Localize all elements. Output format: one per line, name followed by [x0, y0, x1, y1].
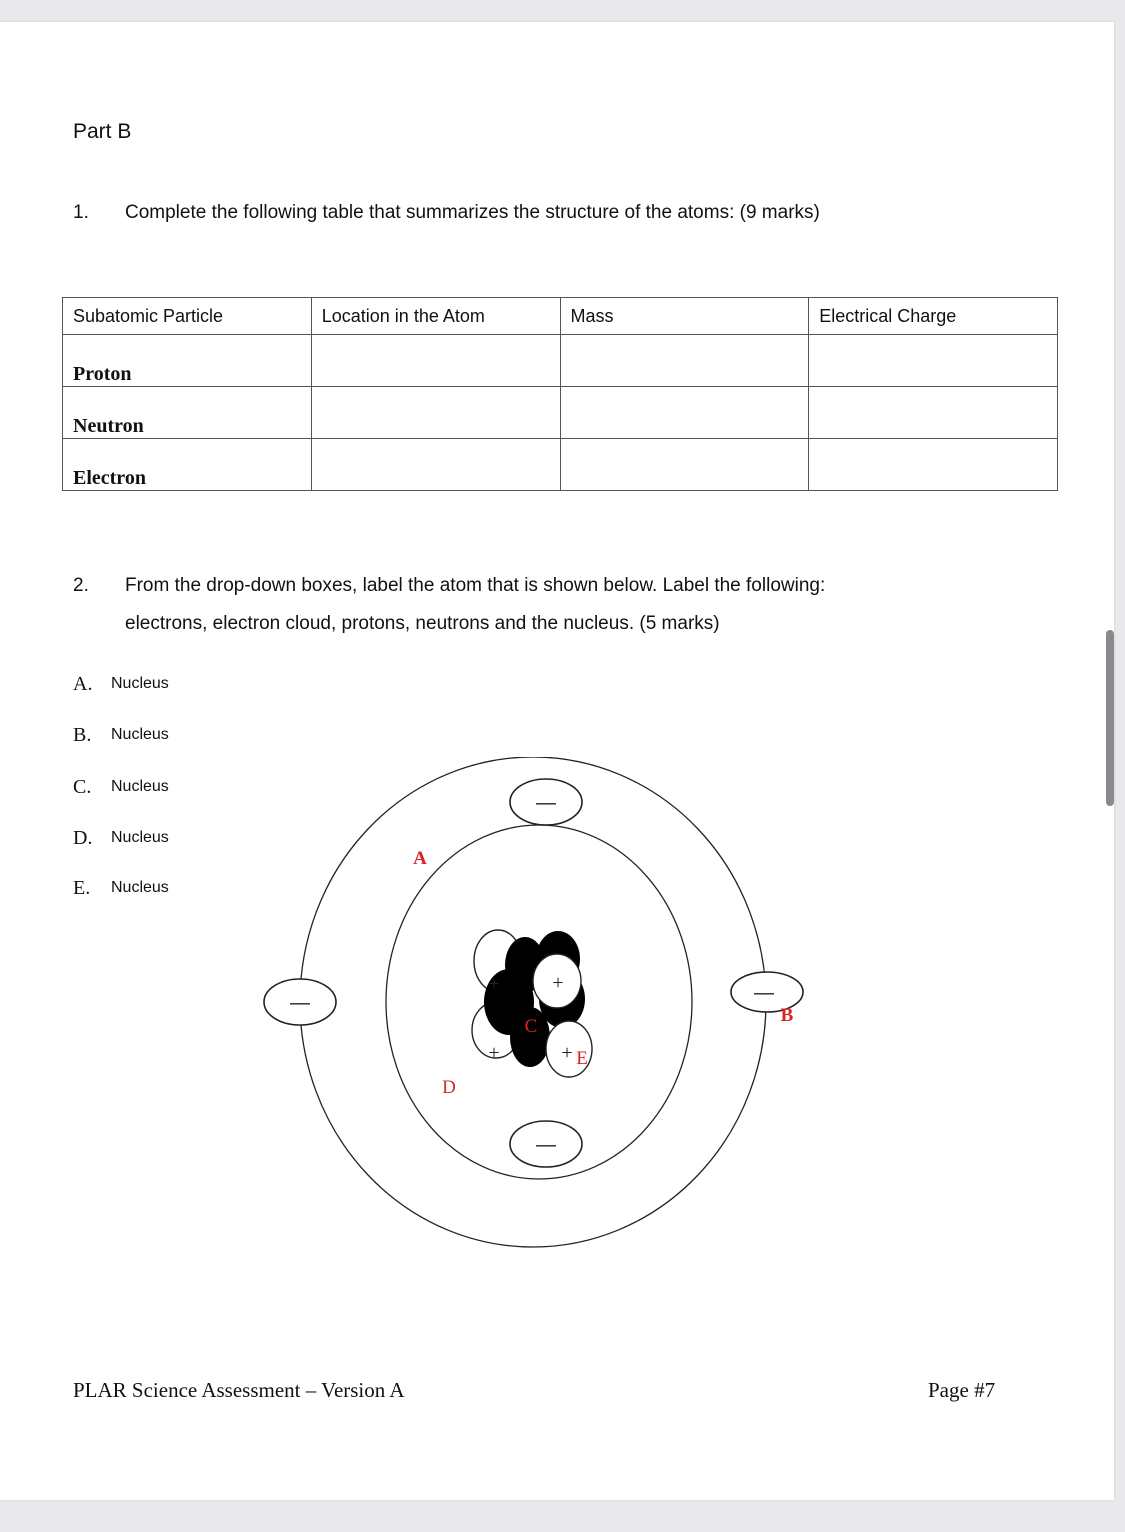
neutron-charge-cell[interactable] [809, 387, 1058, 439]
electron-mass-cell[interactable] [560, 439, 809, 491]
question-1-number: 1. [73, 202, 89, 223]
marker-c: C [524, 1016, 538, 1037]
proton-mass-cell[interactable] [560, 335, 809, 387]
proton-plus-sign: + [552, 972, 564, 994]
electron-charge-cell[interactable] [809, 439, 1058, 491]
label-letter-c: C. [73, 776, 92, 798]
electron-top [510, 779, 582, 825]
proton-plus-sign: + [488, 1042, 500, 1064]
label-c-dropdown[interactable]: Nucleus [111, 778, 169, 795]
header-mass: Mass [560, 298, 809, 335]
marker-b: B [780, 1005, 794, 1026]
label-letter-e: E. [73, 877, 91, 899]
label-e-dropdown[interactable]: Nucleus [111, 879, 169, 896]
row-label-electron: Electron [63, 439, 312, 491]
electron-bottom [510, 1121, 582, 1167]
proton-plus-sign: + [488, 973, 500, 995]
page-number: Page #7 [928, 1378, 996, 1402]
atom-diagram [255, 757, 815, 1267]
header-location: Location in the Atom [311, 298, 560, 335]
proton-plus-sign: + [561, 1042, 573, 1064]
electron-bottom-sign: — [536, 1134, 556, 1156]
electron-left [264, 979, 336, 1025]
marker-e: E [576, 1048, 588, 1069]
neutron-mass-cell[interactable] [560, 387, 809, 439]
label-a-dropdown[interactable]: Nucleus [111, 675, 169, 692]
label-letter-b: B. [73, 724, 92, 746]
proton-charge-cell[interactable] [809, 335, 1058, 387]
electron-location-cell[interactable] [311, 439, 560, 491]
table-row [63, 439, 1058, 491]
marker-a: A [413, 848, 427, 869]
table-header-row [63, 298, 1058, 335]
footer-title: PLAR Science Assessment – Version A [73, 1378, 405, 1402]
electron-left-sign: — [290, 992, 310, 1014]
label-d-dropdown[interactable]: Nucleus [111, 829, 169, 846]
nucleus [472, 930, 592, 1077]
question-1-text: Complete the following table that summarizes the structure of the atoms: (9 marks) [125, 202, 820, 223]
row-label-neutron: Neutron [63, 387, 312, 439]
question-2-line-2: electrons, electron cloud, protons, neutrons and the nucleus. (5 marks) [125, 613, 720, 634]
label-letter-a: A. [73, 673, 93, 695]
vertical-scrollbar[interactable] [1106, 630, 1114, 806]
label-b-dropdown[interactable]: Nucleus [111, 726, 169, 743]
electron-right-sign: — [754, 982, 774, 1004]
row-label-proton: Proton [63, 335, 312, 387]
part-title: Part B [73, 120, 132, 143]
question-2-line-1: From the drop-down boxes, label the atom that is shown below. Label the following: [125, 575, 826, 596]
proton-location-cell[interactable] [311, 335, 560, 387]
neutron-location-cell[interactable] [311, 387, 560, 439]
table-row [63, 387, 1058, 439]
header-electrical-charge: Electrical Charge [809, 298, 1058, 335]
atom-structure-table [62, 297, 1058, 491]
header-subatomic-particle: Subatomic Particle [63, 298, 312, 335]
document-page [0, 22, 1114, 1500]
marker-d: D [442, 1077, 456, 1098]
table-row [63, 335, 1058, 387]
electron-top-sign: — [536, 792, 556, 814]
question-2-number: 2. [73, 575, 89, 596]
label-letter-d: D. [73, 827, 93, 849]
